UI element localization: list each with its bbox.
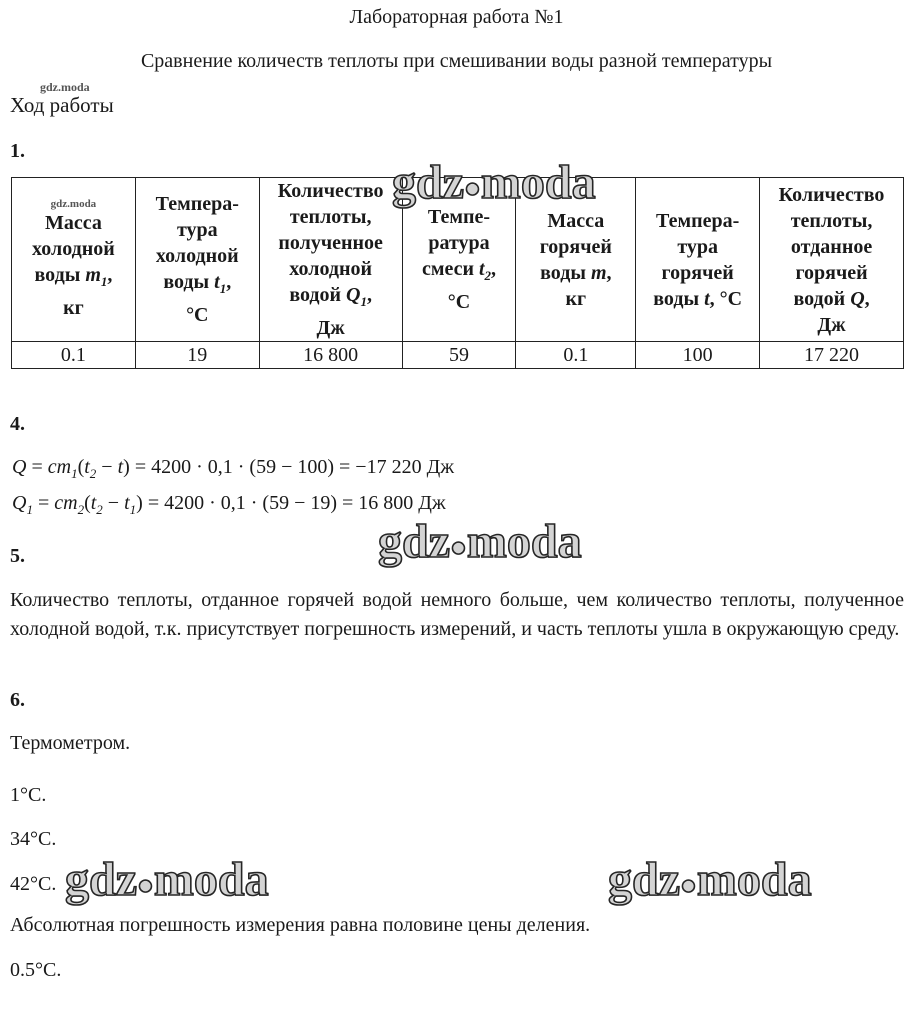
page-subtitle: Сравнение количеств теплоты при смешивании воды разной температуры xyxy=(140,50,773,72)
answer-6-line-3: 34°С. xyxy=(10,828,57,850)
watermark-logo: gdz●moda xyxy=(378,515,582,568)
header-heat-given: Количество теплоты, отданное горячей водой Q, Дж xyxy=(760,178,904,342)
header-mix-temp: Темпе- ратура смеси $t_2$, °С xyxy=(402,178,516,342)
header-hot-temp: Темпера- тура горячей воды t, °С xyxy=(636,178,760,342)
header-cold-temp: Темпера- тура холодной воды $t_1$, °С xyxy=(135,178,259,342)
cell-heat-received: 16 800 xyxy=(259,342,402,369)
answer-6-line-5: Абсолютная погрешность измерения равна половине цены деления. xyxy=(10,914,591,936)
watermark-small-top: gdz.moda xyxy=(40,80,90,94)
section-heading: Ход работы xyxy=(10,93,114,117)
watermark-logo: gdz●moda xyxy=(65,853,269,906)
table-row xyxy=(12,342,904,369)
answer-6-line-2: 1°С. xyxy=(10,784,47,806)
answer-6-line-4: 42°С. xyxy=(10,873,57,895)
answer-5-text: Количество теплоты, отданное горячей водой немного больше, чем количество теплоты, полученное холодной водой, т.к. присутствует погрешность измерений, и часть теплоты ушла в окружающую среду. xyxy=(10,589,904,640)
answer-6-line-1: Термометром. xyxy=(10,732,131,754)
watermark-logo: gdz●moda xyxy=(608,853,812,906)
cell-hot-temp: 100 xyxy=(636,342,760,369)
watermark-logo: gdz●moda xyxy=(392,156,596,209)
header-hot-mass: Масса горячей воды m, кг xyxy=(516,178,636,342)
section-number-5: 5. xyxy=(10,545,25,567)
cell-heat-given: 17 220 xyxy=(760,342,904,369)
cell-cold-mass: 0.1 xyxy=(12,342,136,369)
cell-cold-temp: 19 xyxy=(135,342,259,369)
cell-mix-temp: 59 xyxy=(402,342,516,369)
formula-heat-given: $Q = cm_1(t_2 - t) = 4200 \cdot 0,1 \cdot (59 - 100) = -17$ 220 Дж xyxy=(12,456,455,481)
section-number-4: 4. xyxy=(10,413,25,435)
answer-6-line-6: 0.5°С. xyxy=(10,959,62,981)
section-number-1: 1. xyxy=(10,140,25,162)
page-title: Лабораторная работа №1 xyxy=(349,6,564,28)
header-heat-received: Количество теплоты, полученное холодной водой $Q_1$, Дж xyxy=(259,178,402,342)
cell-hot-mass: 0.1 xyxy=(516,342,636,369)
watermark-small-table: gdz.moda xyxy=(50,198,97,210)
header-cold-mass: gdz.moda Масса холодной воды $m_1$, кг xyxy=(12,178,136,342)
section-number-6: 6. xyxy=(10,689,25,711)
formula-heat-received: $Q_1 = cm_2(t_2 - t_1) = 4200 \cdot 0,1 \cdot (59 - 19) = 16$ 800 Дж xyxy=(12,492,446,517)
